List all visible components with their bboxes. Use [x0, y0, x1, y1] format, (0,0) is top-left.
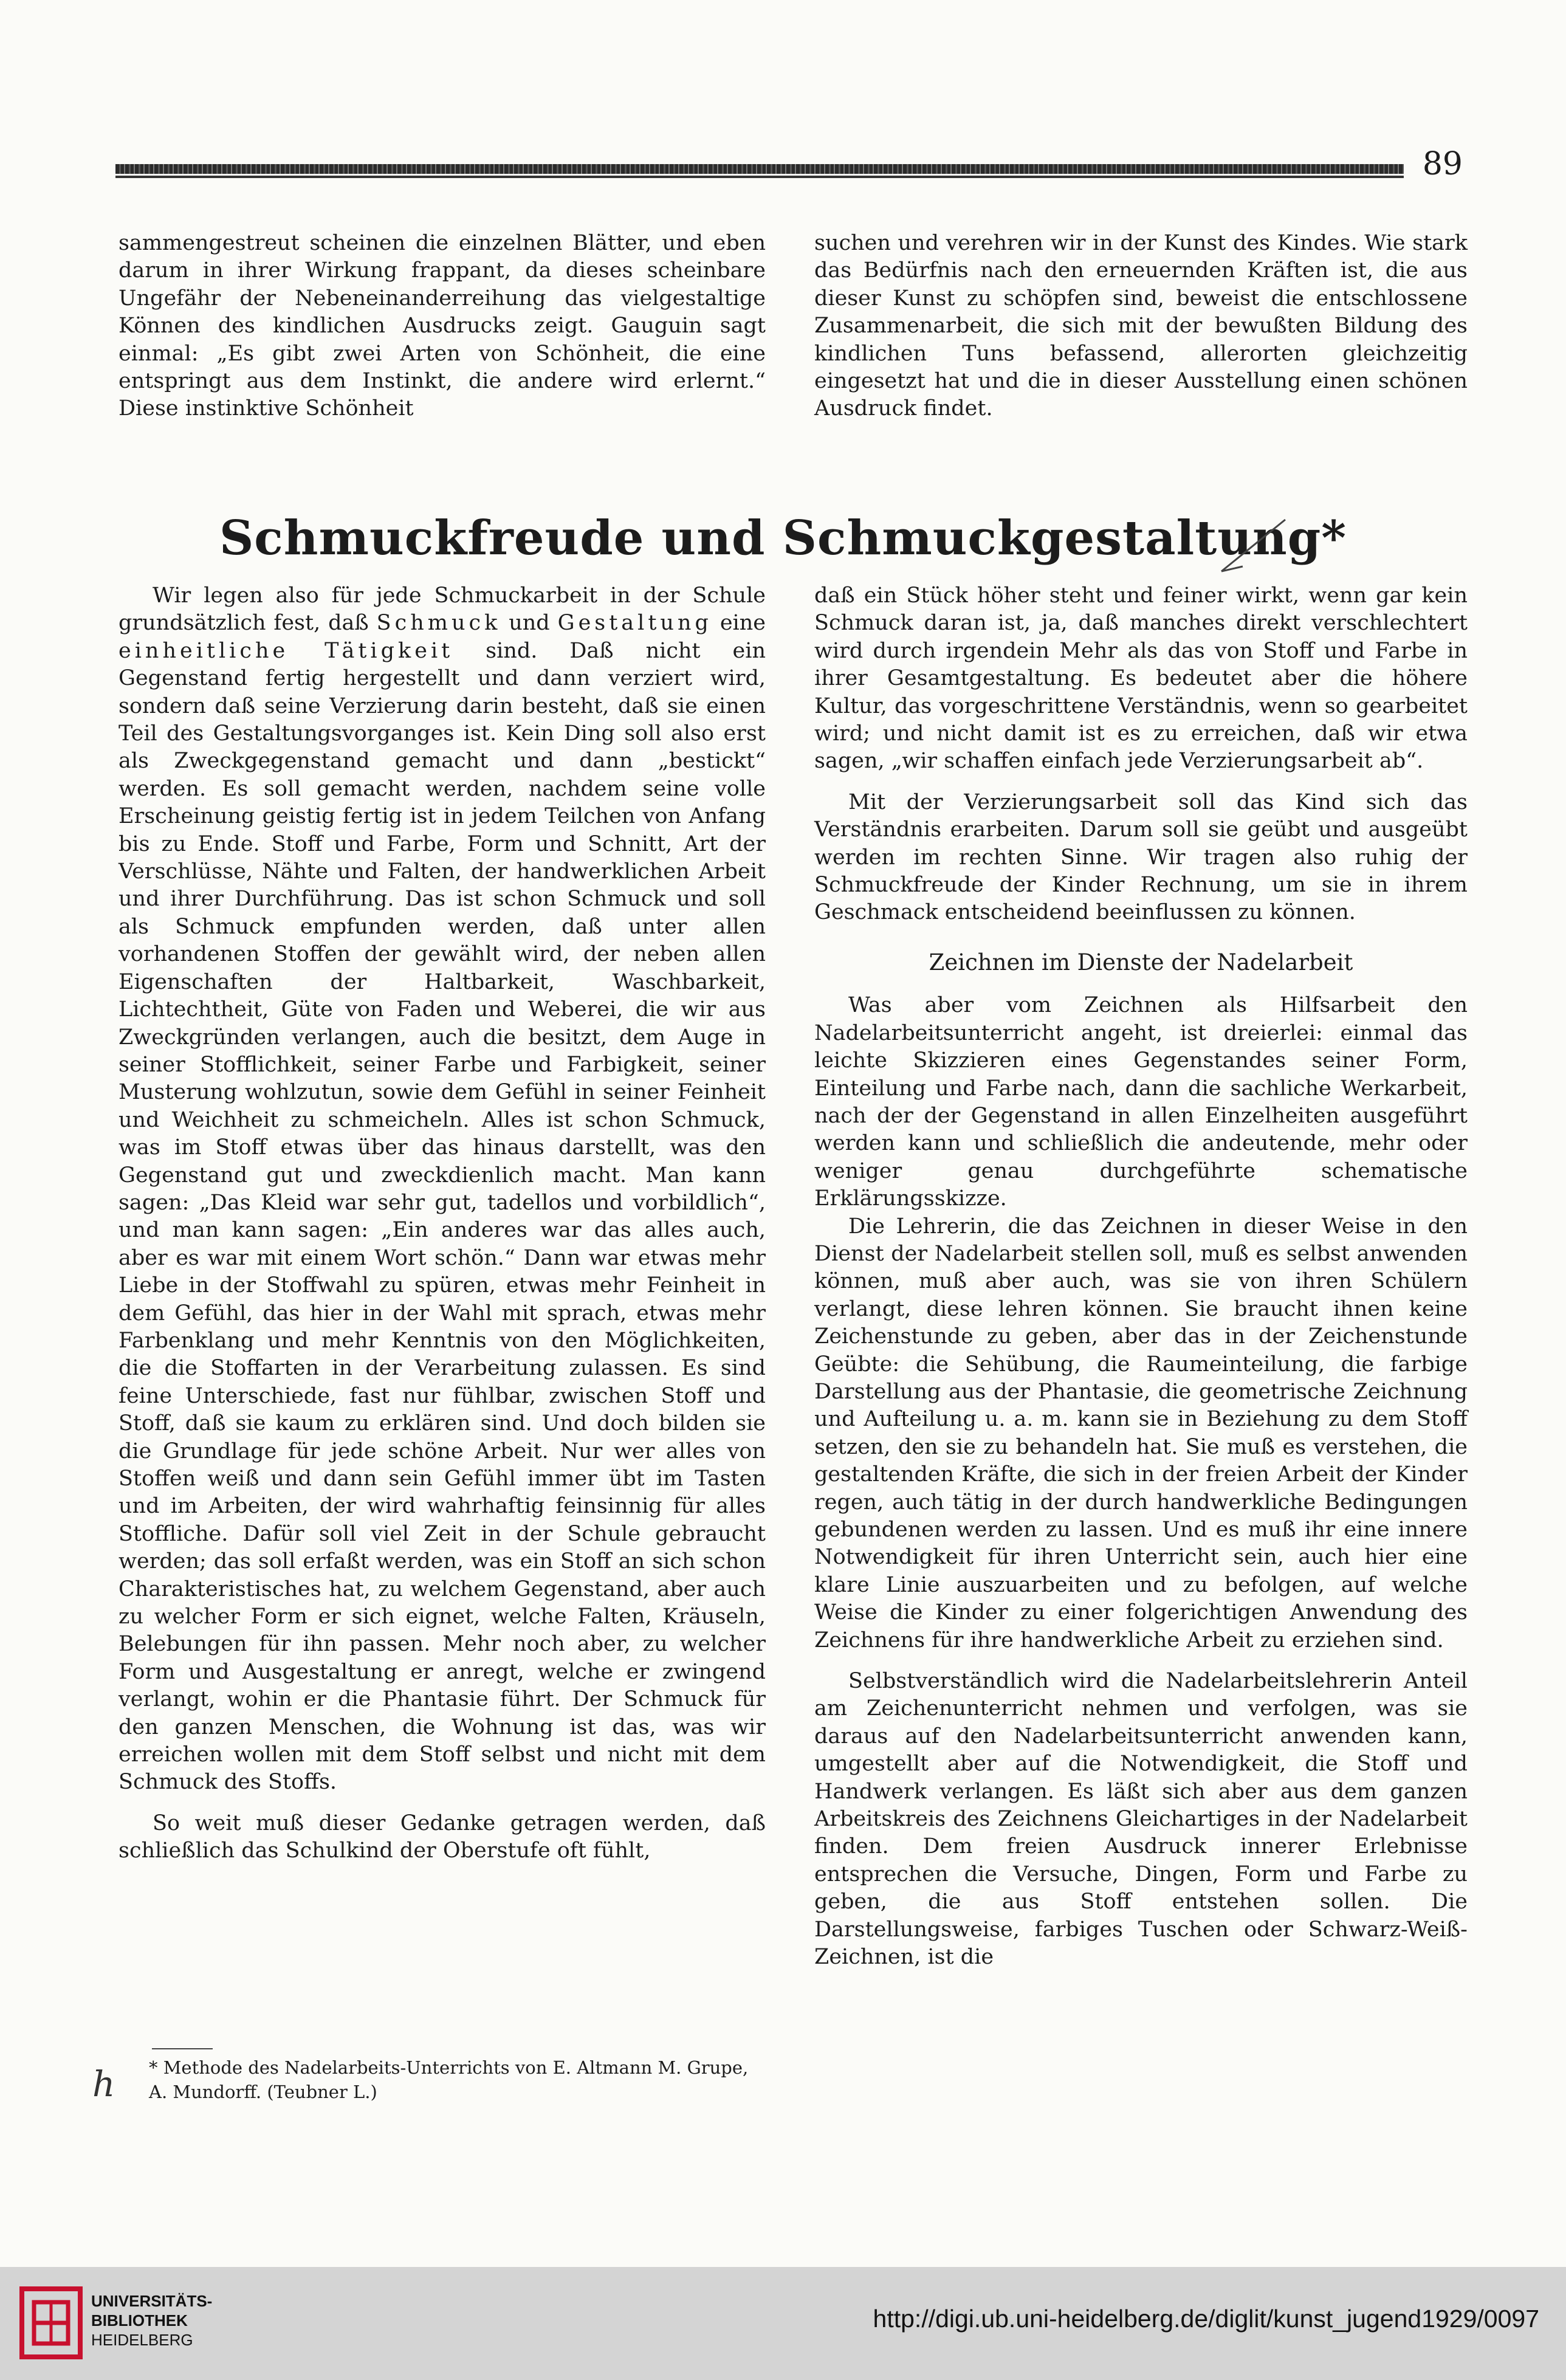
right-paragraph-5: Selbstverständlich wird die Nadelarbeitslehrerin Anteil am Zeichenunterricht nehmen und verfolgen, was sie daraus auf den Nadelarbeitsunterricht anwenden kann, umgestellt aber auf die Notwendigkeit, die Stoff und Handwerk verlangen. Es läßt sich aber aus dem ganzen Arbeitskreis des Zeichnens Gleichartiges in der Nadelarbeit finden. Dem freien Ausdruck innerer Erlebnisse entsprechen die Versuche, Dingen, Form und Farbe zu geben, die aus Stoff entstehen sollen. Die Darstellungsweise, farbiges Tuschen oder Schwarz-Weiß-Zeichnen, ist die: [814, 1669, 1468, 1970]
left-column: [118, 582, 766, 1865]
right-paragraph-2: Mit der Verzierungsarbeit soll das Kind sich das Verständnis erarbeiten. Darum soll sie geübt und ausgeübt werden im rechten Sinne. Wir tragen also ruhig der Schmuckfreude der Kinder Rechnung, um sie in ihrem Geschmack entscheidend beeinflussen zu können.: [814, 789, 1468, 925]
right-paragraph-4: Die Lehrerin, die das Zeichnen in dieser Weise in den Dienst der Nadelarbeit stellen soll, muß es selbst anwenden können, muß aber auch, was sie von ihren Schülern verlangt, diese lehren können. Sie braucht ihnen keine Zeichenstunde zu geben, aber das in der Zeichenstunde Geübte: die Sehübung, die Raumeinteilung, die farbige Darstellung aus der Phantasie, die geometrische Zeichnung und Aufteilung u. a. m. kann sie in Beziehung zu dem Stoff setzen, den sie zu behandeln hat. Sie muß es verstehen, die gestaltenden Kräfte, die sich in der freien Arbeit der Kinder regen, auch tätig in der durch handwerkliche Bedingungen gebundenen werden zu lassen. Und es muß ihr eine innere Notwendigkeit für ihren Unterricht sein, auch hier eine klare Linie auszuarbeiten und zu befolgen, auf welche Weise die Kinder zu einer folgerichtigen Anwendung des Zeichnens für ihre handwerkliche Arbeit zu erziehen sind.: [814, 1214, 1468, 1653]
paragraph-gap: [814, 776, 1468, 789]
pencil-mark-icon: [1218, 511, 1291, 577]
margin-handwritten-note: h: [92, 2063, 115, 2105]
top-left-paragraph: sammengestreut scheinen die einzelnen Blätter, und eben darum in ihrer Wirkung frappant, da dieses scheinbare Ungefähr der Nebeneinanderreihung das vielgestaltige Können des kindlichen Ausdrucks zeigt. Gauguin sagt einmal: „Es gibt zwei Arten von Schönheit, die eine entspringt aus dem Instinkt, die andere wird erlernt.“ Diese instinktive Schönheit: [118, 231, 766, 421]
footnote: * Methode des Nadelarbeits-Unterrichts von E. Altmann M. Grupe, A. Mundorff. (Teubner L.): [149, 2057, 749, 2102]
top-right-paragraph: suchen und verehren wir in der Kunst des Kindes. Wie stark das Bedürfnis nach den erneuernden Kräften ist, die aus dieser Kunst zu schöpfen sind, beweist die entschlossene Zusammenarbeit, die sich mit der bewußten Bildung des kindlichen Tuns befassend, allerorten gleichzeitig eingesetzt hat und die in dieser Ausstellung einen schönen Ausdruck findet.: [814, 231, 1468, 421]
left-paragraph-1: Wir legen also für jede Schmuckarbeit in der Schule grundsätzlich fest, daß Schmuck und Gestaltung eine einheitliche Tätigkeit sind. Daß nicht ein Gegenstand fertig hergestellt und dann verziert wird, sondern daß seine Verzierung darin besteht, daß sie einen Teil des Gestaltungsvorganges ist. Kein Ding soll also erst als Zweckgegenstand gemacht und dann „bestickt“ werden. Es soll gemacht werden, nachdem seine volle Erscheinung geistig fertig ist in jedem Teilchen von Anfang bis zu Ende. Stoff und Farbe, Form und Schnitt, Art der Verschlüsse, Nähte und Falten, der handwerklichen Arbeit und ihrer Durchführung. Das ist schon Schmuck und soll als Schmuck empfunden werden, daß unter allen vorhandenen Stoffen der gewählt wird, der neben allen Eigenschaften der Haltbarkeit, Waschbarkeit, Lichtechtheit, Güte von Faden und Weberei, die wir aus Zweckgründen verlangen, auch die besitzt, dem Auge in seiner Stofflichkeit, seiner Farbe und Farbigkeit, seiner Musterung wohlzutun, sowie dem Gefühl in seiner Feinheit und Weichheit zu schmeicheln. Alles ist schon Schmuck, was im Stoff etwas über das hinaus darstellt, was den Gegenstand gut und zweckdienlich macht. Man kann sagen: „Das Kleid war sehr gut, tadellos und vorbildlich“, und man kann sagen: „Ein anderes war das alles auch, aber es war mit einem Wort schön.“ Dann war etwas mehr Liebe in der Stoffwahl zu spüren, etwas mehr Feinheit in dem Gefühl, das hier in der Wahl mit sprach, etwas mehr Farbenklang und mehr Kenntnis von den Möglichkeiten, die die Stoffarten in der Verarbeitung zulassen. Es sind feine Unterschiede, fast nur fühlbar, zwischen Stoff und Stoff, daß sie kaum zu erklären sind. Und doch bilden sie die Grundlage für jede schöne Arbeit. Nur wer alles von Stoffen weiß und dann sein Gefühl immer übt im Tasten und im Arbeiten, der wird wahrhaftig feinsinnig für alles Stoffliche. Dafür soll viel Zeit in der Schule gebraucht werden; das soll erfaßt werden, was ein Stoff an sich schon Charakteristisches hat, zu welchem Gegenstand, aber auch zu welcher Form er sich eignet, welche Falten, Kräuseln, Belebungen für ihn passen. Mehr noch aber, zu welcher Form und Ausgestaltung er anregt, welche er zwingend verlangt, wohin er die Phantasie führt. Der Schmuck für den ganzen Menschen, die Wohnung ist das, was wir erreichen wollen mit dem Stoff selbst und nicht mit dem Schmuck des Stoffs.: [118, 583, 766, 1795]
right-paragraph-3: Was aber vom Zeichnen als Hilfsarbeit den Nadelarbeitsunterricht angeht, ist dreierlei: einmal das leichte Skizzieren eines Gegenstandes seiner Form, Einteilung und Farbe nach, dann die sachliche Werkarbeit, nach der der Gegenstand in allen Einzelheiten ausgeführt werden kann und schließlich die andeutende, mehr oder weniger genau durchgeführte schematische Erklärungsskizze.: [814, 993, 1468, 1211]
header-rule: [115, 164, 1404, 174]
paragraph-gap: [814, 1654, 1468, 1668]
article-title: Schmuckfreude und Schmuckgestaltung*: [219, 511, 1347, 566]
section-subheading: Zeichnen im Dienste der Nadelarbeit: [929, 949, 1353, 975]
library-footer-bar: [0, 2267, 1566, 2380]
right-column: [814, 582, 1468, 1972]
page-number: 89: [1422, 146, 1463, 182]
university-library-logo-icon[interactable]: [18, 2285, 84, 2361]
library-name: UNIVERSITÄTS- BIBLIOTHEK HEIDELBERG: [91, 2292, 213, 2349]
footnote-separator: [152, 2048, 213, 2049]
paragraph-gap: [118, 1797, 766, 1810]
header-rule-underline: [115, 176, 1404, 178]
right-paragraph-1: daß ein Stück höher steht und feiner wirkt, wenn gar kein Schmuck daran ist, ja, daß manches direkt verschlechtert wird durch irgendein Mehr als das von Stoff und Farbe in ihrer Gesamtgestaltung. Es bedeutet aber die höhere Kultur, das vorgeschrittene Verständnis, wenn so gearbeitet wird; und nicht damit ist es zu erreichen, daß wir etwa sagen, „wir schaffen einfach jede Verzierungsarbeit ab“.: [814, 583, 1468, 774]
left-paragraph-2: So weit muß dieser Gedanke getragen werden, daß schließlich das Schulkind der Oberstufe oft fühlt,: [118, 1811, 766, 1863]
source-url-link[interactable]: http://digi.ub.uni-heidelberg.de/diglit/kunst_jugend1929/0097: [873, 2305, 1539, 2333]
